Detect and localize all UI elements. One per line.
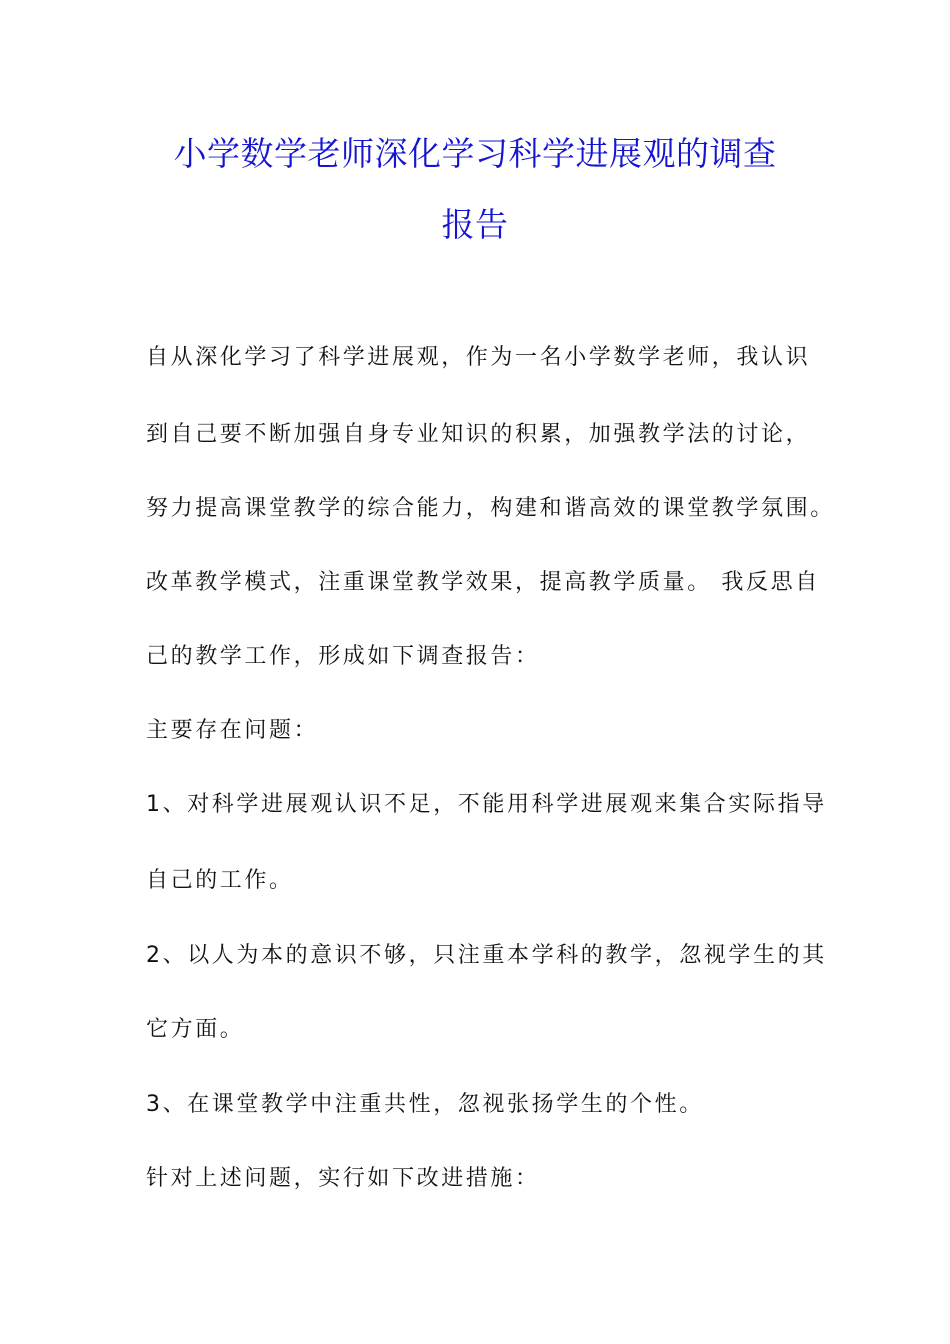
document-title-line-2: 报告 bbox=[441, 205, 509, 244]
paragraph-line-2: 到自己要不断加强自身专业知识的积累，加强教学法的讨论， bbox=[146, 422, 811, 447]
paragraph-line-4: 改革教学模式，注重课堂教学效果，提高教学质量。 我反思自 bbox=[146, 570, 820, 595]
issue-item-1-line-1: 1、对科学进展观认识不足，不能用科学进展观来集合实际指导 bbox=[146, 792, 827, 817]
issue-item-3: 3、在课堂教学中注重共性，忽视张扬学生的个性。 bbox=[146, 1092, 704, 1117]
section-heading-issues: 主要存在问题： bbox=[146, 718, 319, 743]
issue-item-2-line-1: 2、以人为本的意识不够，只注重本学科的教学，忽视学生的其 bbox=[146, 943, 827, 968]
paragraph-line-3: 努力提高课堂教学的综合能力，构建和谐高效的课堂教学氛围。 bbox=[146, 496, 835, 521]
document-title-line-1: 小学数学老师深化学习科学进展观的调查 bbox=[173, 134, 777, 173]
paragraph-line-5: 己的教学工作，形成如下调查报告： bbox=[146, 644, 540, 669]
issue-item-2-line-2: 它方面。 bbox=[146, 1017, 245, 1042]
paragraph-line-1: 自从深化学习了科学进展观，作为一名小学数学老师，我认识 bbox=[146, 345, 811, 370]
issue-item-1-line-2: 自己的工作。 bbox=[146, 868, 294, 893]
section-heading-measures: 针对上述问题，实行如下改进措施： bbox=[146, 1166, 540, 1191]
